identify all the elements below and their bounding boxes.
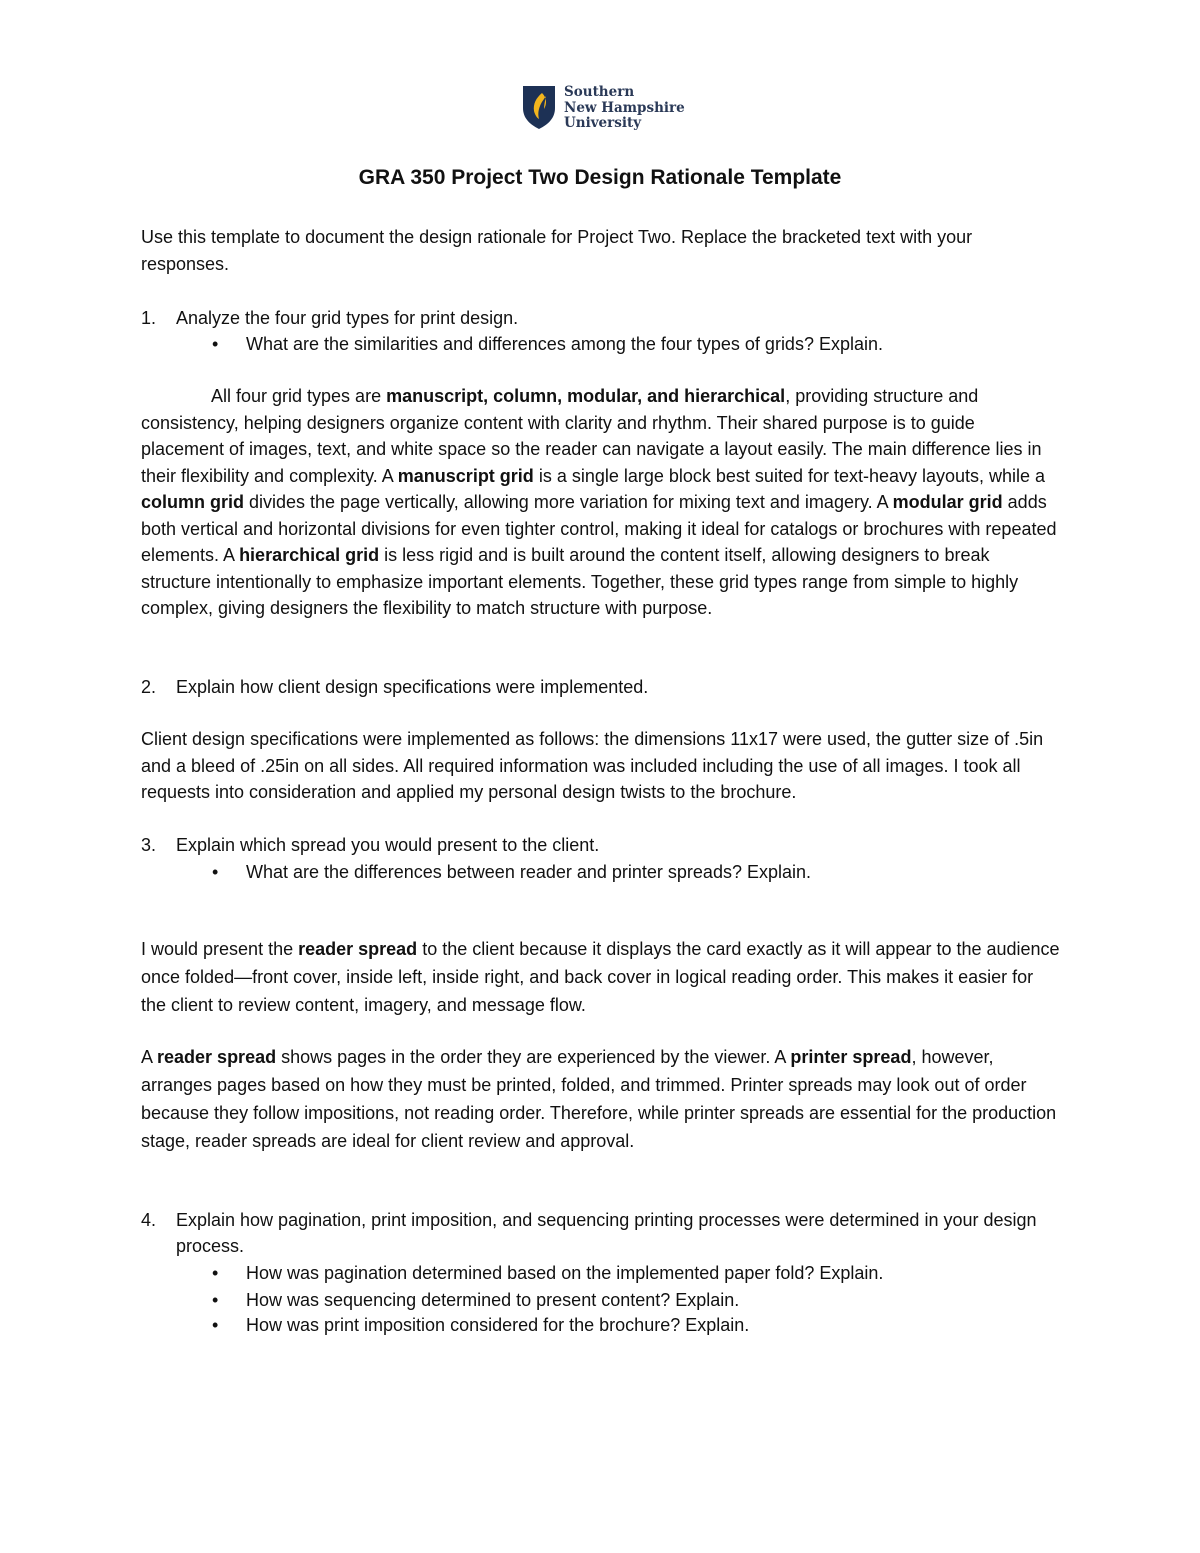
question-1 <box>141 305 1061 331</box>
shield-icon <box>521 84 557 130</box>
question-text: Analyze the four grid types for print design. <box>176 308 519 328</box>
logo-line-1: Southern <box>564 84 635 100</box>
question-text: Explain how client design specifications were implemented. <box>176 677 649 697</box>
answer-2-paragraph: Client design specifications were implemented as follows: the dimensions 11x17 were used, the gutter size of .5in and a bleed of .25in on all sides. All required information was included including the use of all images. I took all requests into consideration and applied my personal design twists to the brochure. <box>141 729 1044 802</box>
logo-line-3: University <box>564 115 642 131</box>
bold-term: manuscript grid <box>397 465 534 486</box>
bullet-text: How was pagination determined based on the implemented paper fold? Explain. <box>246 1263 884 1283</box>
question-4-bullet-1 <box>212 1260 1062 1286</box>
question-number: 2. <box>141 677 157 697</box>
bold-term: column grid <box>141 492 244 512</box>
question-number: 4. <box>141 1210 157 1230</box>
logo-wordmark <box>564 85 685 132</box>
question-text: Explain which spread you would present to the client. <box>176 835 600 855</box>
bold-term: reader spread <box>157 1047 277 1067</box>
intro-paragraph: Use this template to document the design rationale for Project Two. Replace the bracketed text with your responses. <box>141 227 973 274</box>
bullet-text: What are the differences between reader and printer spreads? Explain. <box>246 862 812 882</box>
bold-term: hierarchical grid <box>239 545 380 565</box>
question-4-bullet-2 <box>212 1287 1062 1313</box>
bullet-text: How was print imposition considered for the brochure? Explain. <box>246 1315 750 1335</box>
question-4 <box>141 1207 1061 1259</box>
bullet-icon: • <box>212 1290 219 1310</box>
question-3-bullet <box>212 859 1062 885</box>
answer-1-paragraph: All four grid types are manuscript, column, modular, and hierarchical, providing structure and consistency, helping designers organize content with clarity and rhythm. Their shared purpose is to guide placement of images, text, and white space so the reader can navigate a layout easily. The main difference lies in their flexibility and complexity. A manuscript grid is a single large block best suited for text-heavy layouts, while a column grid divides the page vertically, allowing more variation for mixing text and imagery. A modular grid adds both vertical and horizontal divisions for even tighter control, making it ideal for catalogs or brochures with repeated elements. A hierarchical grid is less rigid and is built around the content itself, allowing designers to break structure intentionally to emphasize important elements. Together, these grid types range from simple to highly complex, giving designers the flexibility to match structure with purpose. <box>141 386 1057 618</box>
question-2 <box>141 674 1061 700</box>
bullet-text: How was sequencing determined to present content? Explain. <box>246 1290 740 1310</box>
question-text: Explain how pagination, print imposition, and sequencing printing processes were determined in your design process. <box>176 1210 1037 1256</box>
bold-term: reader spread <box>298 939 418 959</box>
question-1-bullet <box>212 331 1062 357</box>
question-3 <box>141 832 1061 858</box>
bullet-icon: • <box>212 862 219 882</box>
bullet-icon: • <box>212 1263 219 1283</box>
question-number: 3. <box>141 835 157 855</box>
document-title: GRA 350 Project Two Design Rationale Template <box>358 166 842 189</box>
question-number: 1. <box>141 308 157 328</box>
bullet-icon: • <box>212 1315 219 1335</box>
bullet-text: What are the similarities and differences among the four types of grids? Explain. <box>246 334 883 354</box>
bold-term: modular grid <box>892 492 1003 512</box>
logo-line-2: New Hampshire <box>564 99 685 116</box>
question-4-bullet-3 <box>212 1312 1062 1338</box>
answer-3-spreads-paragraph: A reader spread shows pages in the order they are experienced by the viewer. A printer spread, however, arranges pages based on how they must be printed, folded, and trimmed. Printer spreads may look out of order because they follow impositions, not reading order. Therefore, while printer spreads are essential for the production stage, reader spreads are ideal for client review and approval. <box>141 1047 1057 1151</box>
university-logo <box>521 84 685 132</box>
answer-3-paragraph: I would present the reader spread to the client because it displays the card exactly as it will appear to the audience once folded—front cover, inside left, inside right, and back cover in logical reading order. This makes it easier for the client to review content, imagery, and message flow. <box>141 939 1060 1015</box>
bullet-icon: • <box>212 334 219 354</box>
bold-term: printer spread <box>790 1047 912 1067</box>
bold-term: manuscript, column, modular, and hierarchical <box>386 386 786 406</box>
